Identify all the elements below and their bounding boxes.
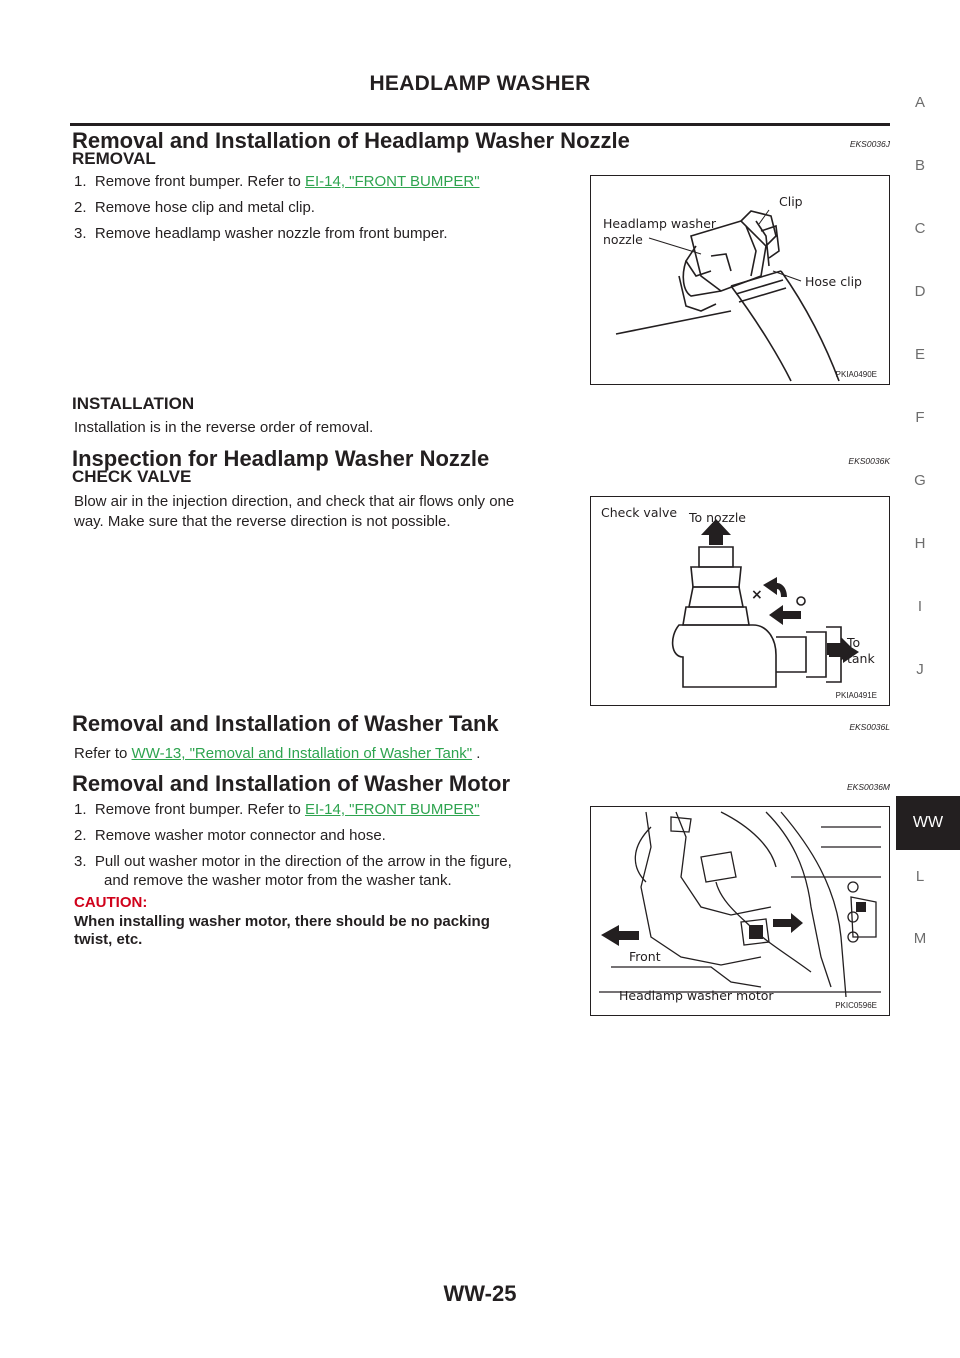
motor-step-3 bbox=[74, 852, 584, 872]
figure-check-valve bbox=[590, 496, 890, 706]
figure-code: PKIA0491E bbox=[835, 691, 877, 700]
section-code: EKS0036M bbox=[847, 782, 890, 792]
label-headlamp-washer-motor: Headlamp washer motor bbox=[619, 988, 774, 1003]
step-number: 1. bbox=[74, 173, 87, 190]
caution-text-line1: When installing washer motor, there should be no packing bbox=[74, 913, 490, 930]
step-text: Remove headlamp washer nozzle from front bumper. bbox=[94, 225, 448, 242]
figure-washer-motor bbox=[590, 806, 890, 1016]
washer-tank-ref bbox=[74, 744, 480, 764]
side-index-d[interactable]: D bbox=[914, 283, 926, 300]
caution-label: CAUTION: bbox=[74, 894, 148, 911]
side-index-l[interactable]: L bbox=[915, 868, 925, 885]
section-title-removal-nozzle: Removal and Installation of Headlamp Washer Nozzle bbox=[72, 128, 630, 153]
motor-step-1 bbox=[74, 800, 569, 820]
header-rule bbox=[70, 123, 890, 126]
label-check-valve: Check valve bbox=[601, 505, 678, 520]
section-title-washer-motor: Removal and Installation of Washer Motor bbox=[72, 771, 511, 796]
page-header-title: HEADLAMP WASHER bbox=[369, 72, 591, 95]
side-index-i[interactable]: I bbox=[917, 598, 923, 615]
step-2 bbox=[74, 198, 569, 218]
side-index-g[interactable]: G bbox=[914, 472, 926, 489]
step-text: Remove washer motor connector and hose. bbox=[94, 827, 386, 844]
washer-motor-illustration bbox=[591, 807, 889, 1015]
step-text: Pull out washer motor in the direction of the arrow in the figure, bbox=[94, 853, 512, 870]
step-text: Remove front bumper. Refer to bbox=[94, 173, 305, 190]
side-index-m[interactable]: M bbox=[913, 930, 927, 947]
figure-code: PKIC0596E bbox=[835, 1001, 877, 1010]
link-front-bumper[interactable]: EI-14, "FRONT BUMPER" bbox=[304, 801, 480, 818]
installation-text: Installation is in the reverse order of removal. bbox=[74, 419, 374, 436]
motor-step-2 bbox=[74, 826, 569, 846]
motor-step-3-cont: and remove the washer motor from the washer tank. bbox=[104, 872, 452, 889]
label-to: To bbox=[847, 635, 861, 650]
step-3 bbox=[74, 224, 569, 244]
side-index-b[interactable]: B bbox=[914, 157, 925, 174]
ref-text-after: . bbox=[472, 745, 481, 762]
step-1 bbox=[74, 172, 569, 192]
section-title-inspection: Inspection for Headlamp Washer Nozzle bbox=[72, 446, 490, 471]
side-index-f[interactable]: F bbox=[915, 409, 925, 426]
step-number: 2. bbox=[74, 827, 87, 844]
step-number: 1. bbox=[74, 801, 87, 818]
step-number: 3. bbox=[74, 225, 87, 242]
label-clip: Clip bbox=[779, 194, 803, 209]
side-index-h[interactable]: H bbox=[914, 535, 926, 552]
side-index-c[interactable]: C bbox=[914, 220, 926, 237]
link-front-bumper[interactable]: EI-14, "FRONT BUMPER" bbox=[304, 173, 480, 190]
section-code: EKS0036K bbox=[848, 456, 890, 466]
section-title-washer-tank: Removal and Installation of Washer Tank bbox=[72, 711, 499, 736]
side-index-e[interactable]: E bbox=[914, 346, 925, 363]
label-tank: tank bbox=[847, 651, 875, 666]
caution-text-line2: twist, etc. bbox=[74, 931, 143, 948]
figure-code: PKIA0490E bbox=[835, 370, 877, 379]
section-code: EKS0036J bbox=[849, 139, 890, 149]
ref-text: Refer to bbox=[74, 745, 132, 762]
step-text: Remove front bumper. Refer to bbox=[94, 801, 305, 818]
label-x-mark: × bbox=[751, 587, 763, 603]
installation-heading: INSTALLATION bbox=[72, 394, 195, 413]
step-number: 3. bbox=[74, 853, 87, 870]
section-code: EKS0036L bbox=[849, 722, 890, 732]
side-index-j[interactable]: J bbox=[916, 661, 924, 678]
inspection-text-line2: way. Make sure that the reverse direction is not possible. bbox=[74, 513, 451, 530]
check-valve-illustration bbox=[591, 497, 889, 705]
label-front: Front bbox=[629, 949, 661, 964]
check-valve-heading: CHECK VALVE bbox=[72, 467, 192, 486]
inspection-text-line1: Blow air in the injection direction, and check that air flows only one bbox=[74, 493, 515, 510]
removal-heading: REMOVAL bbox=[72, 149, 156, 168]
side-index-a[interactable]: A bbox=[914, 94, 925, 111]
step-text: Remove hose clip and metal clip. bbox=[94, 199, 315, 216]
page-number: WW-25 bbox=[443, 1281, 517, 1306]
side-index-ww-active[interactable]: WW bbox=[896, 796, 960, 850]
label-hose-clip: Hose clip bbox=[805, 274, 862, 289]
label-headlamp-washer-nozzle-2: nozzle bbox=[603, 232, 643, 247]
label-headlamp-washer-nozzle-1: Headlamp washer bbox=[603, 216, 717, 231]
link-washer-tank[interactable]: WW-13, "Removal and Installation of Washer Tank" bbox=[131, 745, 473, 762]
label-to-nozzle: To nozzle bbox=[689, 510, 746, 525]
step-number: 2. bbox=[74, 199, 87, 216]
figure-nozzle bbox=[590, 175, 890, 385]
